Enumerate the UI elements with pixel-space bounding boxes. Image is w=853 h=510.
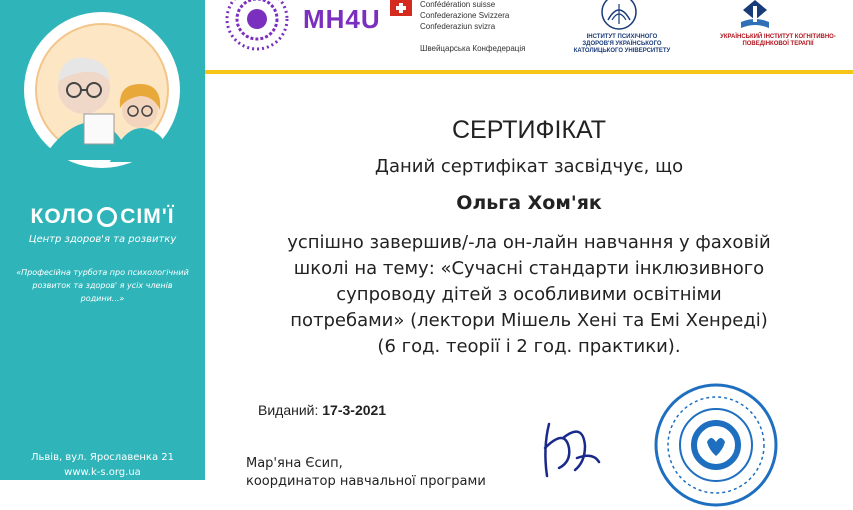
ucu-institute-logo-icon <box>598 0 640 32</box>
body-line: школі на тему: «Сучасні стандарти інклюзивного <box>293 258 765 279</box>
body-line: потребами» (лектори Мішель Хені та Емі Хенреді) <box>290 310 768 331</box>
brand-right: СІМ'Ї <box>120 205 175 228</box>
body-line: успішно завершив/-ла он-лайн навчання у фаховій <box>287 232 771 253</box>
mh4u-circle-icon <box>224 0 290 52</box>
swiss-flag-icon <box>390 0 412 16</box>
family-emblem-icon <box>22 10 182 170</box>
swiss-confederation <box>420 0 509 32</box>
body-line: супроводу дітей з особливими освітніми <box>336 284 722 305</box>
swiss-line: Confédération suisse <box>420 0 496 9</box>
swiss-line: Confederazione Svizzera <box>420 11 510 20</box>
address <box>0 450 205 480</box>
ucu-institute-name: ІНСТИТУТ ПСИХІЧНОГО ЗДОРОВ'Я УКРАЇНСЬКОГО КАТОЛИЦЬКОГО УНІВЕРСИТЕТУ <box>573 34 671 54</box>
issue-date-label: Виданий: <box>258 402 319 418</box>
heart-ring-icon <box>97 207 117 227</box>
certificate-body <box>205 230 853 360</box>
brand-logo <box>0 205 205 229</box>
certificate-intro: Даний сертифікат засвідчує, що <box>374 156 684 177</box>
brand-subtitle: Центр здоров'я та розвитку <box>28 234 177 245</box>
cbt-institute-name: УКРАЇНСЬКИЙ ІНСТИТУТ КОГНІТИВНО-ПОВЕДІНКОВОЇ ТЕРАПІЇ <box>720 34 836 47</box>
swiss-confederation-ua: Швейцарська Конфедерація <box>420 44 526 53</box>
signer-name: Мар'яна Єсип, <box>246 456 343 471</box>
issue-date <box>258 402 386 418</box>
brand-left: КОЛО <box>30 205 95 228</box>
recipient-name: Ольга Хом'як <box>456 192 602 214</box>
signer-role: координатор навчальної програми <box>246 474 486 489</box>
certificate-title: СЕРТИФІКАТ <box>451 116 607 144</box>
mission-quote: «Професійна турбота про психологічний розвиток та здоров' я усіх членів родини...» <box>16 268 189 303</box>
header-divider <box>205 70 853 74</box>
swiss-line: Confederaziun svizra <box>420 22 496 31</box>
address-street: Львів, вул. Ярославенка 21 <box>31 452 174 463</box>
body-line: (6 год. теорії і 2 год. практики). <box>377 336 681 357</box>
signer-block <box>246 455 486 491</box>
sidebar <box>0 0 205 480</box>
address-website: www.k-s.org.ua <box>64 467 141 478</box>
organization-stamp-icon <box>651 380 781 510</box>
handwritten-signature <box>535 418 605 480</box>
cbt-institute-logo-icon <box>737 0 773 32</box>
issue-date-value: 17-3-2021 <box>322 402 387 418</box>
mh4u-logo: MH4U <box>303 4 381 34</box>
